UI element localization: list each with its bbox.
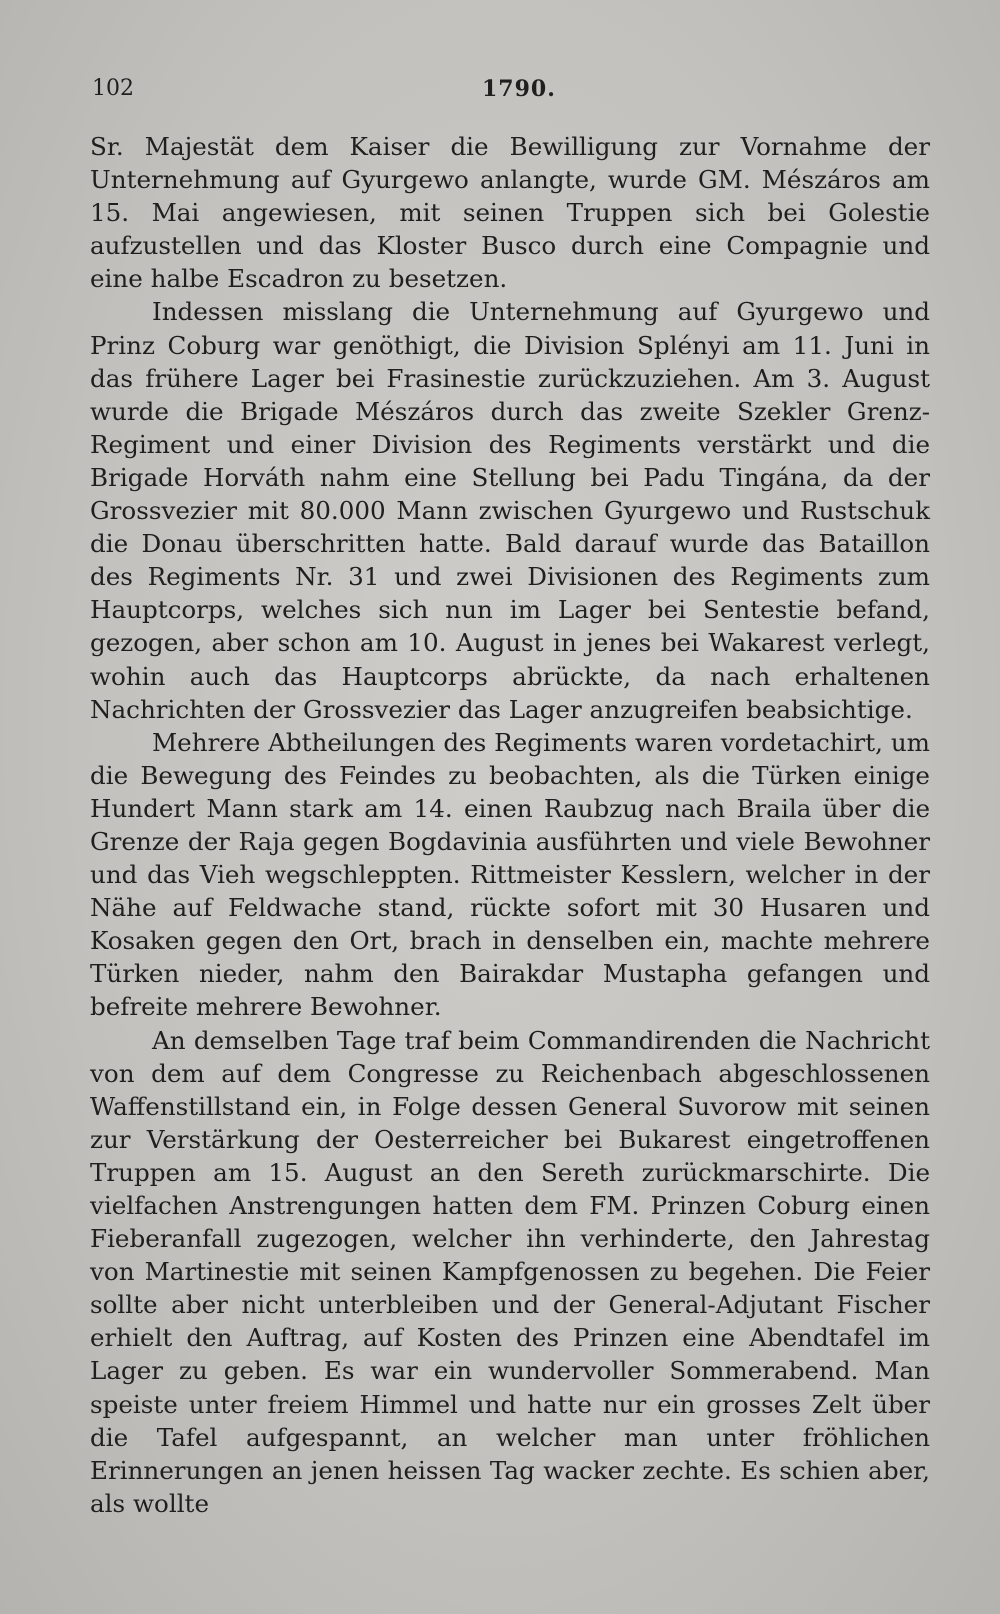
- page-number: 102: [92, 76, 134, 101]
- paragraph-1: Sr. Majestät dem Kaiser die Bewilligung zur Vornahme der Unternehmung auf Gyurgewo anlangte, wurde GM. Mészáros am 15. Mai angewiesen, mit seinen Truppen sich bei Golestie aufzustellen und das Kloster Busco durch eine Compagnie und eine halbe Escadron zu besetzen.: [90, 132, 930, 294]
- body-text: [90, 130, 930, 1520]
- paragraph-3: Mehrere Abtheilungen des Regiments waren vordetachirt, um die Bewegung des Feindes zu beobachten, als die Türken einige Hundert Mann stark am 14. einen Raubzug nach Braila über die Grenze der Raja gegen Bogdavinia ausführten und viele Bewohner und das Vieh wegschleppten. Rittmeister Kesslern, welcher in der Nähe auf Feldwache stand, rückte sofort mit 30 Husaren und Kosaken gegen den Ort, brach in denselben ein, machte mehrere Türken nieder, nahm den Bairakdar Mustapha gefangen und befreite mehrere Bewohner.: [90, 727, 930, 1022]
- paragraph-2: Indessen misslang die Unternehmung auf Gyurgewo und Prinz Coburg war genöthigt, die Division Splényi am 11. Juni in das frühere Lager bei Frasinestie zurückzuziehen. Am 3. August wurde die Brigade Mészáros durch das zweite Szekler Grenz-Regiment und einer Division des Regiments verstärkt und die Brigade Horváth nahm eine Stellung bei Padu Tingána, da der Grossvezier mit 80.000 Mann zwischen Gyurgewo und Rustschuk die Donau überschritten hatte. Bald darauf wurde das Bataillon des Regiments Nr. 31 und zwei Divisionen des Regiments zum Hauptcorps, welches sich nun im Lager bei Sentestie befand, gezogen, aber schon am 10. August in jenes bei Wakarest verlegt, wohin auch das Hauptcorps abrückte, da nach erhaltenen Nachrichten der Grossvezier das Lager anzugreifen beabsichtige.: [90, 297, 930, 724]
- paragraph-4: An demselben Tage traf beim Commandirenden die Nachricht von dem auf dem Congresse zu Reichenbach abgeschlossenen Waffenstillstand ein, in Folge dessen General Suvorow mit seinen zur Verstärkung der Oesterreicher bei Bukarest eingetroffenen Truppen am 15. August an den Sereth zurückmarschirte. Die vielfachen Anstrengungen hatten dem FM. Prinzen Coburg einen Fieberanfall zugezogen, welcher ihn verhinderte, den Jahrestag von Martinestie mit seinen Kampfgenossen zu begehen. Die Feier sollte aber nicht unterbleiben und der General-Adjutant Fischer erhielt den Auftrag, auf Kosten des Prinzen eine Abendtafel im Lager zu geben. Es war ein wundervoller Sommerabend. Man speiste unter freiem Himmel und hatte nur ein grosses Zelt über die Tafel aufgespannt, an welcher man unter fröhlichen Erinnerungen an jenen heissen Tag wacker zechte. Es schien aber, als wollte: [90, 1025, 930, 1518]
- page-header: [92, 76, 932, 116]
- running-head-year: 1790.: [482, 76, 556, 102]
